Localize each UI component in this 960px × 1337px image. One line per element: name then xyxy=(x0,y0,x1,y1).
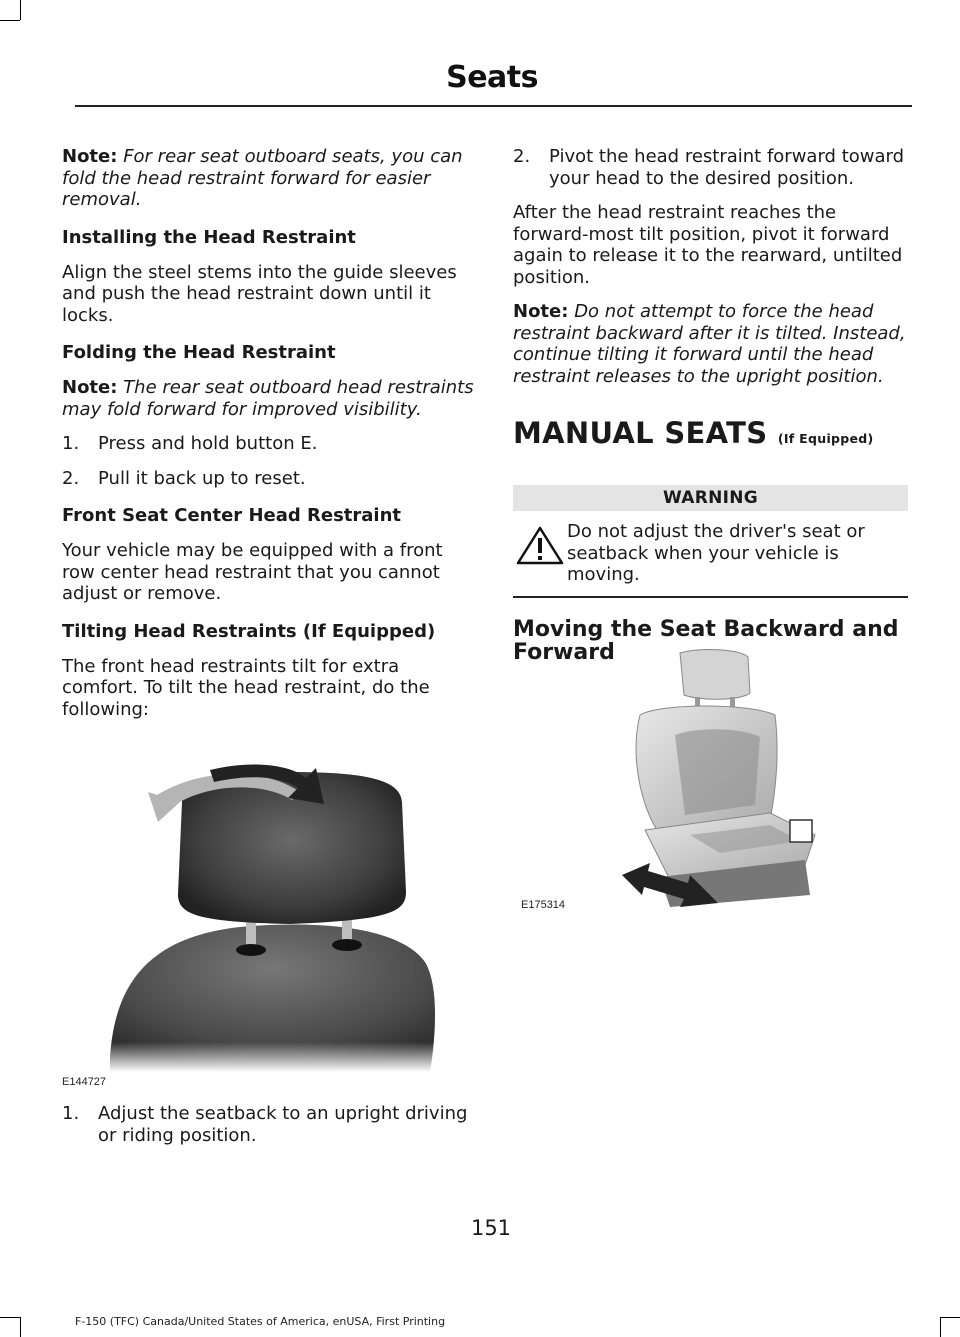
printing-info: F-150 (TFC) Canada/United States of America, enUSA, First Printing xyxy=(75,1315,446,1328)
list-number: 1. xyxy=(62,1103,80,1124)
list-item xyxy=(62,468,474,490)
right-column xyxy=(513,146,908,664)
crop-mark xyxy=(940,1317,960,1318)
heading-suffix: (If Equipped) xyxy=(777,431,874,446)
crop-mark xyxy=(0,1317,20,1318)
heading-manual-seats xyxy=(513,417,908,455)
list-item xyxy=(62,433,474,455)
list-text: Press and hold button E. xyxy=(98,433,318,454)
warning-triangle-icon xyxy=(513,525,567,565)
heading-front-center: Front Seat Center Head Restraint xyxy=(62,505,402,526)
note-label: Note: xyxy=(513,301,569,322)
list-text: Pull it back up to reset. xyxy=(98,467,306,489)
list-item xyxy=(513,146,908,189)
after-tilt-text: After the head restraint reaches the forward-most tilt position, pivot it forward again to release it to the rearward, untilted position. xyxy=(513,202,903,288)
warning-bar: WARNING xyxy=(513,485,908,511)
header-rule xyxy=(75,105,912,107)
heading-moving-seat: Moving the Seat Backward and Forward xyxy=(513,616,899,665)
note-text: The rear seat outboard head restraints may fold forward for improved visibility. xyxy=(62,377,474,420)
left-column xyxy=(62,146,474,720)
note-force xyxy=(513,301,908,387)
note-text: For rear seat outboard seats, you can fold the head restraint forward for easier removal. xyxy=(62,146,463,210)
warning-text: Do not adjust the driver's seat or seatback when your vehicle is moving. xyxy=(567,521,865,585)
heading-title: MANUAL SEATS xyxy=(513,416,768,450)
crop-mark xyxy=(20,0,21,20)
installing-text: Align the steel stems into the guide sleeves and push the head restraint down until it locks. xyxy=(62,261,457,326)
list-number: 2. xyxy=(62,467,80,489)
figure-code: E144727 xyxy=(62,1076,107,1088)
note-label: Note: xyxy=(62,146,118,167)
head-restraint-illustration xyxy=(110,752,440,1072)
heading-installing: Installing the Head Restraint xyxy=(62,226,356,248)
note-folding xyxy=(62,377,474,420)
figure-code: E175314 xyxy=(521,899,566,911)
front-center-text: Your vehicle may be equipped with a front row center head restraint that you cannot adjust or remove. xyxy=(62,540,443,604)
tilting-text: The front head restraints tilt for extra comfort. To tilt the head restraint, do the following: xyxy=(62,655,430,720)
list-item xyxy=(62,1103,474,1146)
warning-box xyxy=(513,511,908,598)
left-column-lower xyxy=(62,1103,474,1146)
crop-mark xyxy=(940,1317,941,1337)
page-header-title: Seats xyxy=(446,60,538,95)
heading-tilting: Tilting Head Restraints (If Equipped) xyxy=(62,620,436,642)
page-number: 151 xyxy=(470,1216,512,1240)
heading-folding: Folding the Head Restraint xyxy=(62,342,336,363)
crop-mark xyxy=(20,1317,21,1337)
list-number: 2. xyxy=(513,146,531,167)
note-rear-outboard xyxy=(62,146,474,211)
list-text: Pivot the head restraint forward toward your head to the desired position. xyxy=(549,146,905,189)
list-number: 1. xyxy=(62,433,80,454)
note-label: Note: xyxy=(62,377,118,398)
note-text: Do not attempt to force the head restraint backward after it is tilted. Instead, continue tilting it forward until the head restraint releases to the upright position. xyxy=(513,301,906,387)
crop-mark xyxy=(0,20,20,21)
manual-seat-illustration xyxy=(600,645,830,925)
list-text: Adjust the seatback to an upright driving or riding position. xyxy=(98,1103,468,1146)
